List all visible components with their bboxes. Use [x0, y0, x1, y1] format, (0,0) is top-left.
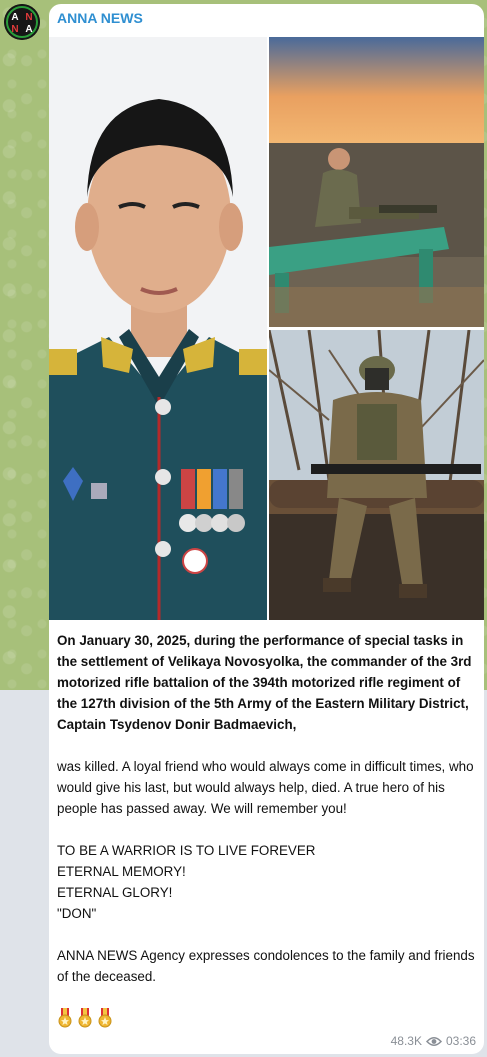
medal-icon — [77, 1008, 93, 1028]
photo-portrait[interactable] — [49, 37, 267, 620]
message-time: 03:36 — [445, 1034, 476, 1048]
message-paragraph: ANNA NEWS Agency expresses condolences to the family and friends of the deceased. — [57, 948, 475, 984]
medal-icon — [57, 1008, 73, 1028]
message-meta — [391, 1034, 476, 1048]
message-bubble — [49, 4, 484, 1054]
eye-icon — [426, 1036, 442, 1047]
view-count: 48.3K — [390, 1034, 422, 1048]
message-bold-intro: On January 30, 2025, during the performance of special tasks in the settlement of Velikaya Novosyolka, the commander of the 3rd motorized rifle battalion of the 394th motorized rifle regiment of the 127th division of the 5th Army of the Eastern Military District, Captain Tsydenov Donir Badmaevich, — [57, 633, 472, 732]
avatar-letter: N — [25, 12, 33, 23]
avatar-letter: N — [11, 24, 19, 35]
medal-emoji-row — [57, 1008, 113, 1028]
channel-name[interactable]: ANNA NEWS — [57, 10, 143, 26]
avatar-letter: A — [25, 24, 33, 35]
message-paragraph: was killed. A loyal friend who would always come in difficult times, who would give his last, but would always help, died. A true hero of his people has passed away. We will remember you! — [57, 759, 474, 816]
photo-soldier[interactable] — [269, 330, 484, 620]
anna-logo-icon — [4, 4, 40, 40]
channel-avatar[interactable] — [4, 4, 40, 40]
photo-sunset[interactable] — [269, 37, 484, 327]
message-paragraph: TO BE A WARRIOR IS TO LIVE FOREVER ETERNAL MEMORY! ETERNAL GLORY! "DON" — [57, 843, 316, 921]
avatar-letter: A — [11, 12, 19, 23]
medal-icon — [97, 1008, 113, 1028]
